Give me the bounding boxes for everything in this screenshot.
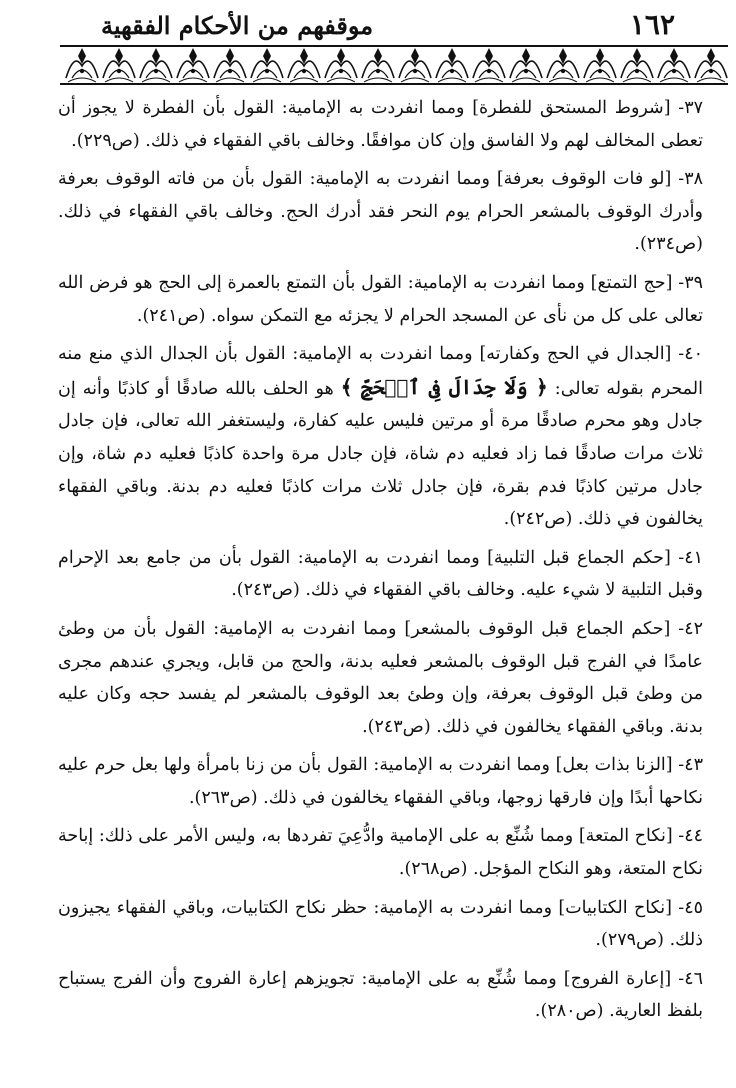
- ornament-motif: [621, 48, 653, 82]
- entry-text: ٤٤- [نكاح المتعة] ومما شُنِّع به على الإمامية وادُّعِيَ تفردها به، وليس الأمر على ذلك: إباحة نكاح المتعة، وهو النكاح المؤجل. (ص٢٦٨).: [58, 826, 703, 880]
- page-body: [58, 92, 703, 1034]
- entry-42: [58, 613, 703, 743]
- entry-38: [58, 163, 703, 261]
- ornament-motif: [288, 48, 320, 82]
- quran-verse: ﴿ وَلَا جِدَالَ فِى ٱلۡحَجِّ ﴾: [340, 374, 548, 399]
- ornament-motif: [66, 48, 98, 82]
- running-title: موقفهم من الأحكام الفقهية: [101, 11, 374, 40]
- entry-45: [58, 892, 703, 957]
- ornament-motif: [177, 48, 209, 82]
- entry-44: [58, 820, 703, 885]
- ornament-motif: [362, 48, 394, 82]
- entry-43: [58, 749, 703, 814]
- ornament-motif: [584, 48, 616, 82]
- entry-text: ٤٣- [الزنا بذات بعل] ومما انفردت به الإمامية: القول بأن من زنا بامرأة ولها بعل حرم عليه نكاحها أبدًا وإن فارقها زوجها، وباقي الفقهاء يخالفون في ذلك. (ص٢٦٣).: [58, 755, 703, 808]
- entry-text: هو الحلف بالله صادقًا أو كاذبًا وأنه إن جادل وهو محرم صادقًا مرة أو مرتين فليس عليه كفارة، وليستغفر الله تعالى، فإن جادل ثلاث مرات صادقًا فما زاد فعليه دم شاة، فإن جادل مرة واحدة كاذبًا فعليه دم شاة، وإن جادل مرتين كاذبًا فدم بقرة، فإن جادل ثلاث مرات كاذبًا فعليه دم بدنة. وباقي الفقهاء يخالفون في ذلك. (ص٢٤٢).: [58, 378, 703, 530]
- ornament-motif: [436, 48, 468, 82]
- entry-text: ٤١- [حكم الجماع قبل التلبية] ومما انفردت به الإمامية: القول بأن من جامع بعد الإحرام وقبل التلبية لا شيء عليه. وخالف باقي الفقهاء في ذلك. (ص٢٤٣).: [58, 547, 703, 601]
- entry-text: ٤٢- [حكم الجماع قبل الوقوف بالمشعر] ومما انفردت به الإمامية: القول بأن من وطئ عامدًا في الفرج قبل الوقوف بالمشعر فعليه بدنة، والحج من قابل، ويجري عندهم مجرى من وطئ قبل الوقوف بعرفة، وإن وطئ بعد الوقوف بالمشعر لم يفسد حجه وكان عليه بدنة. وباقي الفقهاء يخالفون في ذلك. (ص٢٤٣).: [58, 618, 703, 737]
- ornament-motif: [695, 48, 727, 82]
- entry-37: [58, 92, 703, 157]
- entry-text: ٣٧- [شروط المستحق للفطرة] ومما انفردت به الإمامية: القول بأن الفطرة لا يجوز أن تعطى المخالف لهم ولا الفاسق وإن كان موافقًا. وخالف باقي الفقهاء في ذلك. (ص٢٢٩).: [58, 98, 703, 151]
- page-header: [95, 6, 685, 46]
- page-number: ١٦٢: [629, 8, 675, 41]
- ornament-motif: [510, 48, 542, 82]
- ornament-motif: [547, 48, 579, 82]
- entry-text: ٣٨- [لو فات الوقوف بعرفة] ومما انفردت به الإمامية: القول بأن من فاته الوقوف بعرفة وأدرك الوقوف بالمشعر الحرام يوم النحر فقد أدرك الحج. وخالف باقي الفقهاء في ذلك. (ص٢٣٤).: [58, 169, 703, 255]
- ornament-motif: [140, 48, 172, 82]
- entry-40: [58, 338, 703, 536]
- entry-text: ٣٩- [حج التمتع] ومما انفردت به الإمامية: القول بأن التمتع بالعمرة إلى الحج هو فرض الله تعالى على كل من نأى عن المسجد الحرام لا يجزئه مع التمكن سواه. (ص٢٤١).: [58, 272, 703, 326]
- entry-41: [58, 542, 703, 607]
- ornament-motif: [325, 48, 357, 82]
- entry-text: ٤٥- [نكاح الكتابيات] ومما انفردت به الإمامية: حظر نكاح الكتابيات، وباقي الفقهاء يجيزون ذلك. (ص٢٧٩).: [58, 897, 703, 951]
- ornament-motif: [473, 48, 505, 82]
- entry-39: [58, 267, 703, 332]
- ornament-motif: [251, 48, 283, 82]
- decorative-border-ornament: [60, 44, 728, 86]
- ornament-motif: [214, 48, 246, 82]
- ornament-motif: [103, 48, 135, 82]
- entry-text: ٤٦- [إعارة الفروج] ومما شُنِّع به على الإمامية: تجويزهم إعارة الفروج وأن الفرج يستباح بلفظ العارية. (ص٢٨٠).: [58, 968, 703, 1022]
- ornament-motif: [399, 48, 431, 82]
- entry-46: [58, 963, 703, 1028]
- entry-text: ٤٠- [الجدال في الحج وكفارته] ومما انفردت به الإمامية: القول بأن الجدال الذي منع منه المحرم بقوله تعالى:: [58, 344, 703, 399]
- ornament-motif: [658, 48, 690, 82]
